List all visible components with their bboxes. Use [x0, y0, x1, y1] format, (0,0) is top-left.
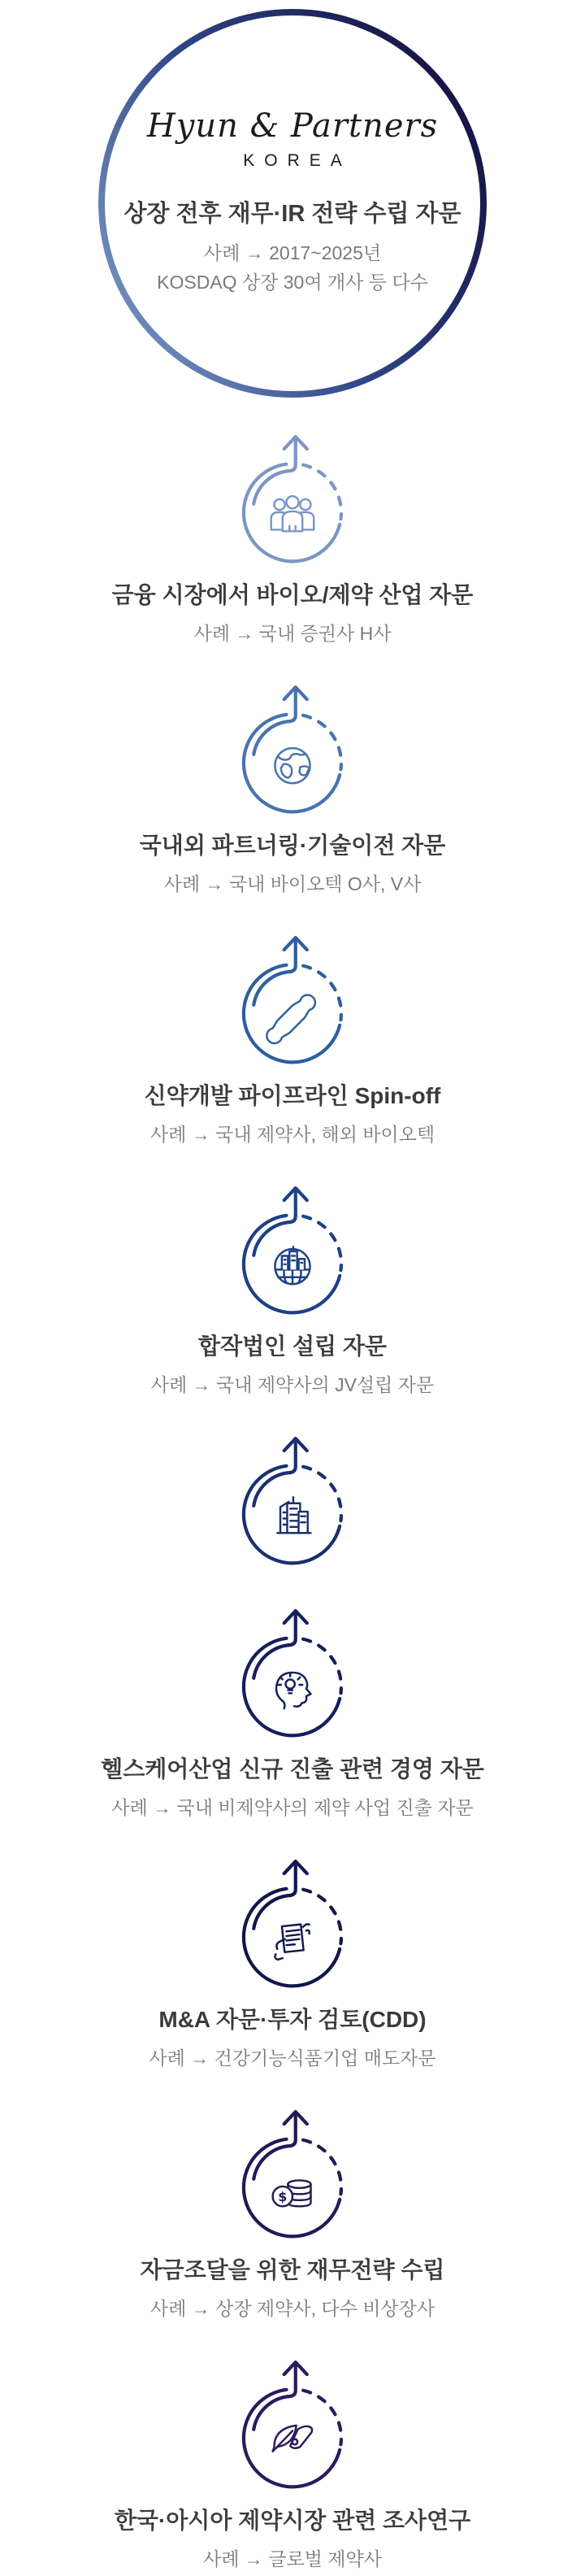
service-case: 사례 → 글로벌 제약사	[203, 2548, 382, 2569]
service-item	[232, 1431, 353, 1569]
hero-case-line-1: 사례 → 2017~2025년	[203, 242, 382, 263]
service-item	[141, 2104, 445, 2321]
service-title: 신약개발 파이프라인 Spin-off	[144, 1083, 441, 1108]
service-item	[151, 1181, 434, 1397]
service-case: 사례 → 상장 제약사, 다수 비상장사	[150, 2298, 436, 2319]
hero-case-line-2: KOSDAQ 상장 30여 개사 등 다수	[157, 272, 428, 293]
hero-badge	[98, 8, 488, 398]
service-item	[140, 680, 446, 896]
service-item	[101, 1603, 484, 1820]
service-case: 사례 → 국내 제약사, 해외 바이오텍	[150, 1124, 436, 1145]
service-case: 사례 → 국내 바이오텍 O사, V사	[163, 873, 422, 894]
buildings-icon	[232, 1431, 353, 1569]
service-title: 한국·아시아 제약시장 관련 조사연구	[114, 2508, 471, 2533]
svg-text:$: $	[278, 2188, 288, 2204]
service-item	[149, 1854, 436, 2070]
service-item	[112, 429, 474, 646]
services-list	[101, 429, 484, 2576]
brand-logo-sub: KOREA	[243, 151, 352, 170]
hero-case-lines	[157, 238, 428, 297]
service-case: 사례 → 국내 증권사 H사	[193, 623, 392, 644]
globe-icon	[232, 680, 353, 818]
hero-title: 상장 전후 재무·IR 전략 수립 자문	[124, 201, 462, 227]
service-case: 사례 → 국내 제약사의 JV설립 자문	[150, 1374, 435, 1395]
team-icon	[232, 429, 353, 568]
service-title: 헬스케어산업 신규 진출 관련 경영 자문	[101, 1756, 484, 1782]
service-item	[145, 930, 441, 1147]
quill-scroll-icon	[232, 2355, 353, 2493]
service-title: 국내외 파트너링·기술이전 자문	[139, 833, 446, 858]
service-title: M&A 자문·투자 검토(CDD)	[158, 2007, 427, 2032]
service-item	[115, 2355, 470, 2571]
service-title: 자금조달을 위한 재무전략 수립	[140, 2257, 445, 2282]
coins-icon	[232, 2104, 353, 2243]
globe-buildings-icon	[232, 1181, 353, 1319]
service-case: 사례 → 건강기능식품기업 매도자문	[149, 2047, 436, 2069]
service-title: 합작법인 설립 자문	[198, 1334, 387, 1359]
service-case: 사례 → 국내 비제약사의 제약 사업 진출 자문	[111, 1797, 474, 1818]
idea-head-icon	[232, 1603, 353, 1742]
hero-content	[98, 8, 488, 398]
brand-logo-script: Hyun & Partners	[146, 107, 439, 145]
wrench-icon	[232, 930, 353, 1068]
service-title: 금융 시장에서 바이오/제약 산업 자문	[111, 582, 474, 607]
contract-icon	[232, 1854, 353, 1992]
